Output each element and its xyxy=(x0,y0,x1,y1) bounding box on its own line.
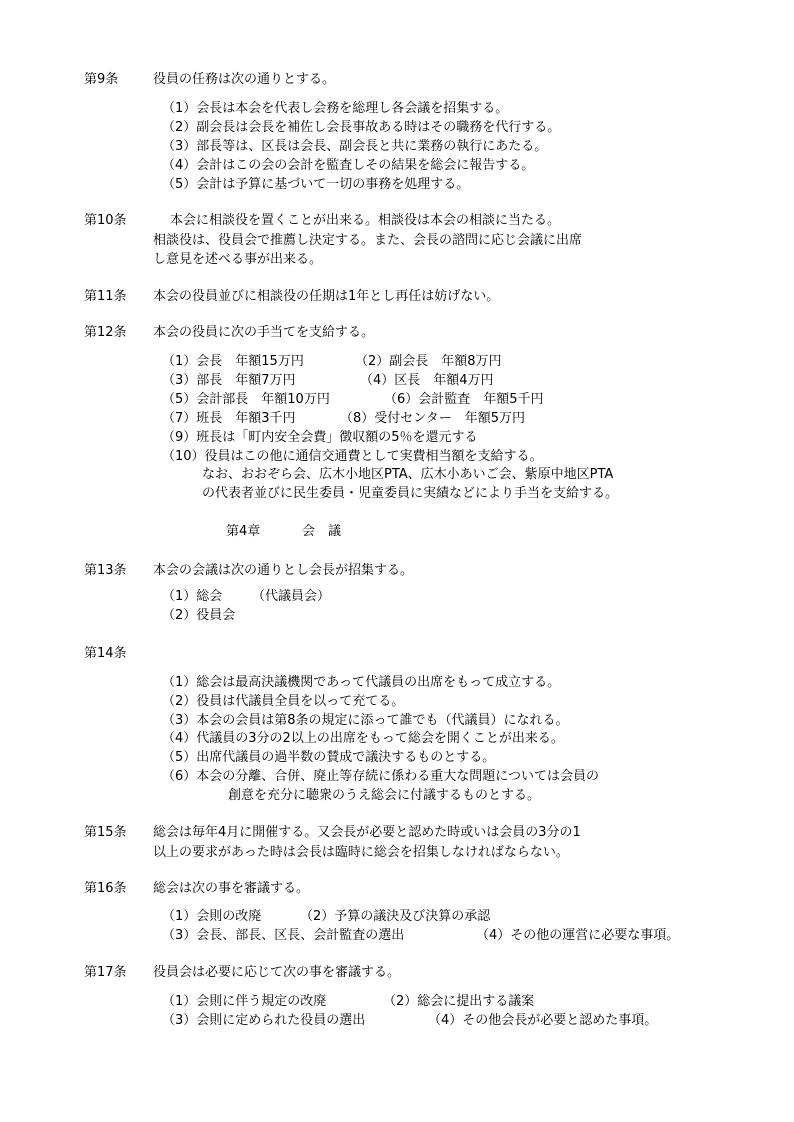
article-16-number: 第16条 xyxy=(84,881,127,896)
article-15-line-2: 以上の要求があった時は会長は臨時に総会を招集しなければならない。 xyxy=(153,845,569,860)
article-13-text: 本会の会議は次の通りとし会長が招集する。 xyxy=(153,563,414,578)
allowance-row-1-left: （1）会長 年額15万円 xyxy=(162,354,304,369)
article-10-line-1: 本会に相談役を置くことが出来る。相談役は本会の相談に当たる。 xyxy=(170,213,561,228)
allowance-row-2-left: （3）部長 年額7万円 xyxy=(162,373,296,388)
article-14-number: 第14条 xyxy=(84,646,127,661)
article-12-number: 第12条 xyxy=(84,325,127,340)
article-13-item-2: （2）役員会 xyxy=(162,608,236,623)
article-16-item-3: （3）会長、部長、区長、会計監査の選出 xyxy=(162,928,405,943)
allowance-item-9: （9）班長は「町内安全会費」徴収額の5％を還元する xyxy=(162,430,478,445)
article-15-line-1: 総会は毎年4月に開催する。又会長が必要と認めた時或いは会員の3分の1 xyxy=(153,825,581,840)
article-9-item-4: （4）会計はこの会の会計を監査しその結果を総会に報告する。 xyxy=(162,158,535,173)
article-15-number: 第15条 xyxy=(84,825,127,840)
article-16-item-4: （4）その他の運営に必要な事項。 xyxy=(476,928,680,943)
article-11-number: 第11条 xyxy=(84,289,127,304)
chapter-title: 会 議 xyxy=(302,524,342,539)
article-9-number: 第9条 xyxy=(84,72,119,87)
allowance-row-3-left: （5）会計部長 年額10万円 xyxy=(162,392,330,407)
article-17-number: 第17条 xyxy=(84,965,127,980)
allowance-note-line-1: なお、おおぞら会、広木小地区PTA、広木小あいご会、紫原中地区PTA xyxy=(202,467,614,482)
article-9-item-3: （3）部長等は、区長は会長、副会長と共に業務の執行にあたる。 xyxy=(162,139,548,154)
article-14-item-1: （1）総会は最高決議機関であって代議員の出席をもって成立する。 xyxy=(162,675,561,690)
article-11-text: 本会の役員並びに相談役の任期は1年とし再任は妨げない。 xyxy=(153,289,500,304)
article-14-item-3: （3）本会の会員は第8条の規定に添って誰でも（代議員）になれる。 xyxy=(162,713,569,728)
allowance-row-2-right: （4）区長 年額4万円 xyxy=(360,373,494,388)
article-14-item-6-continued: 創意を充分に聴衆のうえ総会に付議するものとする。 xyxy=(228,788,541,803)
article-17-item-1: （1）会則に伴う規定の改廃 xyxy=(162,994,327,1009)
article-17-item-4: （4）その他会長が必要と認めた事項。 xyxy=(428,1013,658,1028)
article-12-text: 本会の役員に次の手当てを支給する。 xyxy=(153,325,375,340)
allowance-note-line-2: の代表者並びに民生委員・児童委員に実績などにより手当を支給する。 xyxy=(202,486,619,501)
allowance-row-3-right: （6）会計監査 年額5千円 xyxy=(384,392,544,407)
article-13-item-1: （1）総会 xyxy=(162,589,223,604)
article-17-text: 役員会は必要に応じて次の事を審議する。 xyxy=(153,965,401,980)
article-9-text: 役員の任務は次の通りとする。 xyxy=(153,72,336,87)
article-16-text: 総会は次の事を審議する。 xyxy=(153,881,310,896)
allowance-row-4-left: （7）班長 年額3千円 xyxy=(162,411,296,426)
article-14-item-6: （6）本会の分離、合併、廃止等存続に係わる重大な問題については会員の xyxy=(162,769,600,784)
article-9-item-1: （1）会長は本会を代表し会務を総理し各会議を招集する。 xyxy=(162,101,509,116)
article-10-number: 第10条 xyxy=(84,213,127,228)
article-14-item-2: （2）役員は代議員全員を以って充てる。 xyxy=(162,694,405,709)
allowance-row-4-right: （8）受付センター 年額5万円 xyxy=(340,411,526,426)
article-9-item-5: （5）会計は予算に基づいて一切の事務を処理する。 xyxy=(162,177,470,192)
article-14-item-4: （4）代議員の3分の2以上の出席をもって総会を開くことが出来る。 xyxy=(162,731,564,746)
article-13-item-1-note: （代議員会） xyxy=(252,589,331,604)
article-13-number: 第13条 xyxy=(84,563,127,578)
article-16-item-2: （2）予算の議決及び決算の承認 xyxy=(300,909,491,924)
article-10-line-2: 相談役は、役員会で推薦し決定する。また、会長の諮問に応じ会議に出席 xyxy=(153,233,583,248)
article-17-item-3: （3）会則に定められた役員の選出 xyxy=(162,1013,366,1028)
chapter-number: 第4章 xyxy=(226,524,261,539)
article-9-item-2: （2）副会長は会長を補佐し会長事故ある時はその職務を代行する。 xyxy=(162,120,561,135)
article-10-line-3: し意見を述べる事が出来る。 xyxy=(153,252,323,267)
article-16-item-1: （1）会則の改廃 xyxy=(162,909,262,924)
allowance-row-1-right: （2）副会長 年額8万円 xyxy=(355,354,502,369)
allowance-item-10: （10）役員はこの他に通信交通費として実費相当額を支給する。 xyxy=(162,449,543,464)
article-14-item-5: （5）出席代議員の過半数の賛成で議決するものとする。 xyxy=(162,750,496,765)
article-17-item-2: （2）総会に提出する議案 xyxy=(383,994,535,1009)
